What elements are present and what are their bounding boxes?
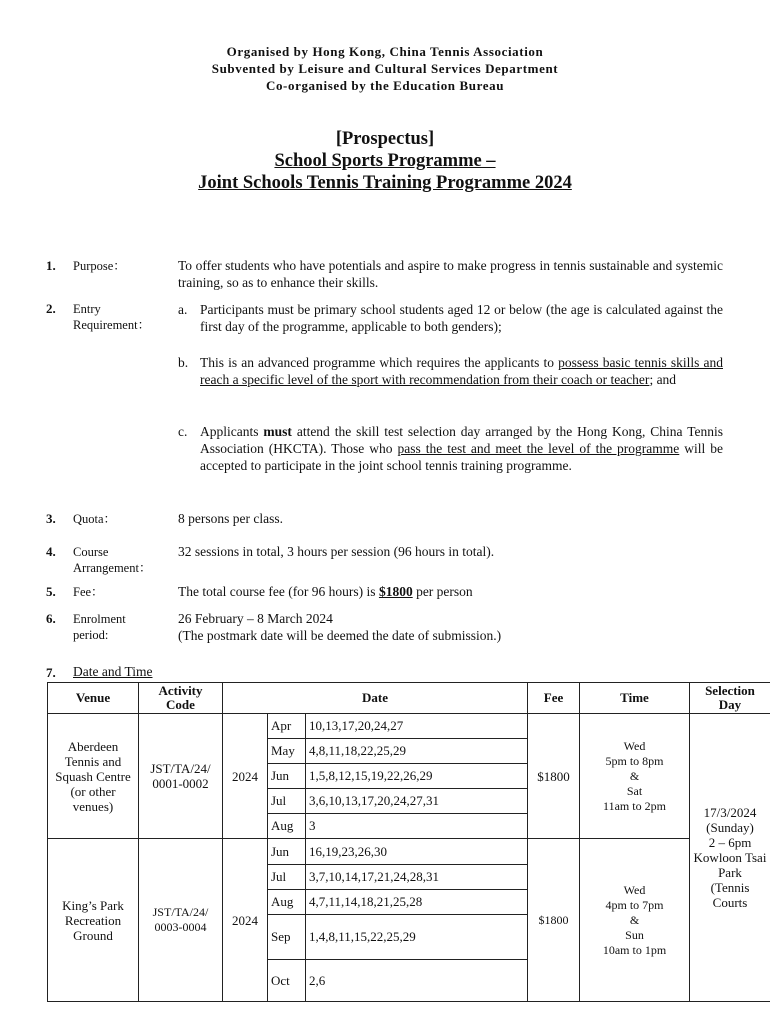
month-cell: Jun	[268, 839, 306, 865]
days-cell: 3	[306, 814, 528, 839]
time-cell: Wed 4pm to 7pm & Sun 10am to 1pm	[580, 839, 690, 1002]
month-cell: Oct	[268, 960, 306, 1002]
month-cell: Jun	[268, 764, 306, 789]
datetime-label: Date and Time	[73, 664, 153, 679]
days-cell: 2,6	[306, 960, 528, 1002]
section-number-entry: 2.	[46, 301, 56, 316]
days-cell: 4,7,11,14,18,21,25,28	[306, 890, 528, 915]
course-text: 32 sessions in total, 3 hours per session (96 hours in total).	[178, 544, 495, 559]
section-number-course: 4.	[46, 544, 56, 559]
entry-text-b: This is an advanced programme which requires the applicants to possess basic tennis skills and reach a specific level of the sport with recommendation from their coach or teacher; and	[200, 355, 723, 387]
entry-label: Entry Requirement：	[73, 302, 151, 332]
course-label: Course Arrangement：	[73, 545, 152, 575]
selection-day-cell: 17/3/2024 (Sunday) 2 – 6pm Kowloon Tsai Park (Tennis Courts	[690, 714, 770, 1002]
purpose-text: To offer students who have potentials and aspire to make progress in tennis sustainable and systemic training, so as to enhance their skills.	[178, 258, 723, 290]
header-date: Date	[223, 683, 528, 714]
entry-marker-b: b.	[178, 355, 189, 370]
activity-code-cell: JST/TA/24/ 0001-0002	[139, 714, 223, 839]
venue-cell: Aberdeen Tennis and Squash Centre (or other venues)	[48, 714, 139, 839]
header-selection-day: Selection Day	[690, 683, 770, 714]
entry-text-c: Applicants must attend the skill test selection day arranged by the Hong Kong, China Tennis Association (HKCTA). Those who pass the test and meet the level of the programme will be accepted to participate in the joint school tennis training programme.	[200, 424, 724, 473]
activity-code-cell: JST/TA/24/ 0003-0004	[139, 839, 223, 1002]
entry-marker-c: c.	[178, 424, 188, 439]
year-cell: 2024	[223, 714, 268, 839]
table-row	[48, 839, 770, 865]
purpose-label: Purpose：	[73, 259, 126, 273]
month-cell: Jul	[268, 865, 306, 890]
fee-text: The total course fee (for 96 hours) is $1800 per person	[178, 584, 473, 599]
programme-subtitle: Joint Schools Tennis Training Programme 2024	[198, 173, 572, 193]
header-fee: Fee	[528, 683, 580, 714]
fee-cell: $1800	[528, 714, 580, 839]
header-activity-code: Activity Code	[139, 683, 223, 714]
section-number-datetime: 7.	[46, 665, 56, 680]
fee-label: Fee：	[73, 585, 104, 599]
entry-text-a: Participants must be primary school students aged 12 or below (the age is calculated against the first day of the programme, applicable to both genders);	[200, 302, 723, 334]
time-cell: Wed 5pm to 8pm & Sat 11am to 2pm	[580, 714, 690, 839]
organiser-line: Organised by Hong Kong, China Tennis Association	[226, 44, 544, 59]
quota-label: Quota：	[73, 512, 117, 526]
coorganiser-line: Co-organised by the Education Bureau	[265, 78, 505, 93]
venue-cell: King’s Park Recreation Ground	[48, 839, 139, 1002]
section-number-quota: 3.	[46, 511, 56, 526]
enrolment-text: 26 February – 8 March 2024 (The postmark date will be deemed the date of submission.)	[178, 611, 502, 643]
table-row	[48, 714, 770, 739]
section-number-enrolment: 6.	[46, 611, 56, 626]
header-time: Time	[580, 683, 690, 714]
month-cell: Sep	[268, 915, 306, 960]
entry-marker-a: a.	[178, 302, 188, 317]
month-cell: May	[268, 739, 306, 764]
fee-cell: $1800	[528, 839, 580, 1002]
month-cell: Aug	[268, 814, 306, 839]
days-cell: 16,19,23,26,30	[306, 839, 528, 865]
days-cell: 1,5,8,12,15,19,22,26,29	[306, 764, 528, 789]
section-number-purpose: 1.	[46, 258, 56, 273]
header-venue: Venue	[48, 683, 139, 714]
days-cell: 10,13,17,20,24,27	[306, 714, 528, 739]
section-number-fee: 5.	[46, 584, 56, 599]
programme-title: School Sports Programme –	[274, 151, 496, 171]
month-cell: Jul	[268, 789, 306, 814]
enrolment-label: Enrolment period:	[73, 612, 126, 642]
subvented-line: Subvented by Leisure and Cultural Services Department	[211, 61, 559, 76]
prospectus-title: [Prospectus]	[335, 129, 435, 149]
entry-item-b	[178, 354, 723, 388]
days-cell: 1,4,8,11,15,22,25,29	[306, 915, 528, 960]
days-cell: 4,8,11,18,22,25,29	[306, 739, 528, 764]
schedule-table	[47, 682, 770, 1002]
quota-text: 8 persons per class.	[178, 511, 283, 526]
days-cell: 3,7,10,14,17,21,24,28,31	[306, 865, 528, 890]
days-cell: 3,6,10,13,17,20,24,27,31	[306, 789, 528, 814]
year-cell: 2024	[223, 839, 268, 1002]
month-cell: Apr	[268, 714, 306, 739]
table-header-row	[48, 683, 770, 714]
entry-item-c	[178, 423, 723, 474]
entry-item-a	[178, 301, 723, 335]
month-cell: Aug	[268, 890, 306, 915]
